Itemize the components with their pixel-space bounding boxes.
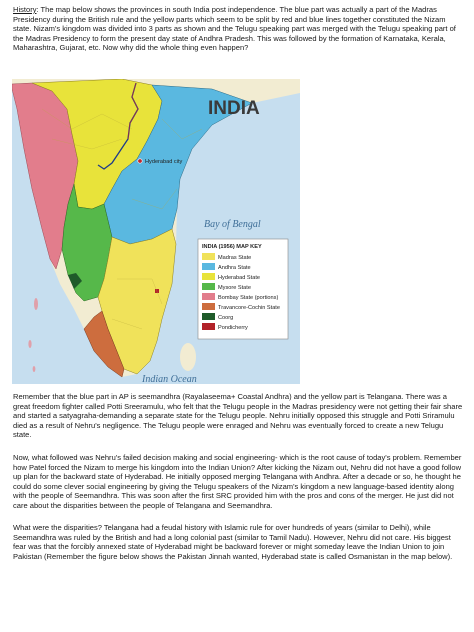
legend-swatch-coorg <box>202 313 215 320</box>
legend-swatch-hyderabad <box>202 273 215 280</box>
legend-label-bombay: Bombay State (portions) <box>218 295 279 301</box>
indian-ocean-label: Indian Ocean <box>142 374 197 384</box>
legend-label-mysore: Mysore State <box>218 285 251 291</box>
paragraph-seemandhra: Remember that the blue part in AP is seemandhra (Rayalaseema+ Coastal Andhra) and the yellow part is Telangana. There was a great freedom fighter called Potti Sreeramulu, who felt that the Telugu people in the Madras presidency were not getting their fair share and started a satyagraha-demanding a separate state for the Telugu people. Nehru initially opposed this struggle and Potti Sriramulu died as a result of Nehru's negligence. The Telugu people were enraged and Nehru was eventually forced to create a new Telugu state. <box>13 392 463 440</box>
map-key-title: INDIA (1956) MAP KEY <box>202 244 262 250</box>
pondicherry-region <box>155 289 159 293</box>
legend-label-coorg: Coorg <box>218 315 234 321</box>
legend-swatch-mysore <box>202 283 215 290</box>
legend-swatch-bombay <box>202 293 215 300</box>
legend-label-hyderabad: Hyderabad State <box>218 275 260 281</box>
legend-label-pondicherry: Pondicherry <box>218 325 248 331</box>
legend-label-andhra: Andhra State <box>218 265 251 271</box>
paragraph-history <box>13 5 463 53</box>
legend-swatch-andhra <box>202 263 215 270</box>
bay-of-bengal-label: Bay of Bengal <box>204 219 261 230</box>
south-india-map <box>12 79 300 384</box>
hyderabad-city-label: Hyderabad city <box>145 159 183 165</box>
map-title: INDIA <box>208 98 260 119</box>
legend-swatch-madras <box>202 253 215 260</box>
map-key <box>198 239 288 339</box>
legend-label-travancore: Travancore-Cochin State <box>218 305 280 311</box>
paragraph-disparities: What were the disparities? Telangana had a feudal history with Islamic rule for over hundreds of years (similar to Delhi), while Seemandhra was ruled by the British and had a long colonial past (similar to Tamil Nadu). However, Nehru did not care. His biggest fear was that the forcibly annexed state of Hyderabad might be backward forever or might someday leave the Indian Union to join Pakistan (Remember the figure below shows the Pakistan Jinnah wanted, Hyderabad state is called Osmanistan in the map below). <box>13 523 453 561</box>
legend-label-madras: Madras State <box>218 255 252 261</box>
legend-swatch-travancore <box>202 303 215 310</box>
history-label: History <box>13 5 37 14</box>
history-text: : The map below shows the provinces in south India post independence. The blue part was actually a part of the Madras Presidency during the British rule and the yellow parts which seem to be split by red and blue lines together constituted the Nizam state. Nizam's kingdom was divided into 3 parts as shown and the Telugu speaking part was merged with the Telugu speaking part of the Madras Presidency to form the present day state of Andhra Pradesh. This was followed by the formation of Karnataka, Kerala, Maharashtra, Gujarat, etc. Now why did the whole thing even happen? <box>13 5 456 53</box>
hyderabad-city-marker <box>138 159 142 163</box>
legend-swatch-pondicherry <box>202 323 215 330</box>
paragraph-nehru-decision: Now, what followed was Nehru's failed decision making and social engineering- which is the root cause of today's problem. Remember how Patel forced the Nizam to merge his kingdom into the Indian Union? After kicking the Nizam out, Nehru did not have a good follow up plan for the backward state of Hyderabad. He initially opposed merging Telangana with Andhra. After a decade or so, he thought he could do some clever social engineering by giving the Telugu speakers of the Nizam's kingdom a new language-based identity along with the people of Seemandhra. This was soon after the first SRC provided him with the pros and cons of the merger. He just did not care about the disparities between the people of Telangana and Seemandhra. <box>13 453 462 510</box>
